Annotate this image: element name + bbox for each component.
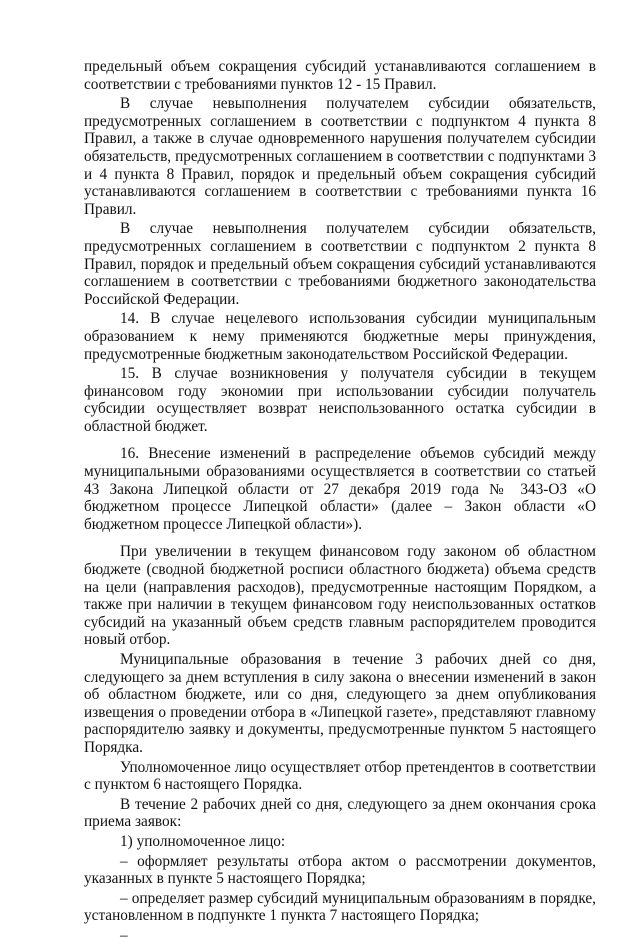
- paragraph-municipal-application: Муниципальные образования в течение 3 рабочих дней со дня, следующего за днем вступления в силу закона о внесении изменений в закон об областном бюджете, или со дня, следующего за днем опубликования извещения о проведении отбора в «Липецкой газете», представляют главному распорядителю заявку и документы, предусмотренные пунктом 5 настоящего Порядка.: [84, 651, 596, 756]
- list-item-subsidy-size: – определяет размер субсидий муниципальным образованиям в порядке, установленном в подпункте 1 пункта 7 настоящего Порядка;: [84, 889, 596, 925]
- paragraph-two-days: В течение 2 рабочих дней со дня, следующего за днем окончания срока приема заявок:: [84, 795, 596, 831]
- document-page: [84, 58, 596, 947]
- paragraph-subsidy-obligations-2: В случае невыполнения получателем субсидии обязательств, предусмотренных соглашением в соответствии с подпунктом 2 пункта 8 Правил, порядок и предельный объем сокращения субсидий устанавливаются соглашением в соответствии с требованиями бюджетного законодательства Российской Федерации.: [84, 220, 596, 308]
- paragraph-new-selection: При увеличении в текущем финансовом году законом об областном бюджете (сводной бюджетной росписи областного бюджета) объема средств на цели (направления расходов), предусмотренные настоящим Порядком, а также при наличии в текущем финансовом году неиспользованных остатков субсидий на указанный объем средств главным распорядителем проводится новый отбор.: [84, 543, 596, 649]
- paragraph-subsidy-obligations-4: В случае невыполнения получателем субсидии обязательств, предусмотренных соглашением в соответствии с подпунктом 4 пункта 8 Правил, а также в случае одновременного нарушения получателем субсидии обязательств, предусмотренных соглашением в соответствии с подпунктами 3 и 4 пункта 8 Правил, порядок и предельный объем сокращения субсидий устанавливаются соглашением в соответствии с требованиями пункта 16 Правил.: [84, 95, 596, 218]
- list-item-act-results: – оформляет результаты отбора актом о рассмотрении документов, указанных в пункте 5 настоящего Порядка;: [84, 852, 596, 888]
- paragraph-15: 15. В случае возникновения у получателя субсидии в текущем финансовом году экономии при использовании субсидии получатель субсидии осуществляет возврат неиспользованного остатка субсидии в областной бюджет.: [84, 365, 596, 435]
- paragraph-16: 16. Внесение изменений в распределение объемов субсидий между муниципальными образованиями осуществляется в соответствии со статьей 43 Закона Липецкой области от 27 декабря 2019 года № 343-ОЗ «О бюджетном процессе Липецкой области» (далее – Закон области «О бюджетном процессе Липецкой области»).: [84, 445, 596, 533]
- paragraph-14: 14. В случае нецелевого использования субсидии муниципальным образованием к нему применяются бюджетные меры принуждения, предусмотренные бюджетным законодательством Российской Федерации.: [84, 310, 596, 363]
- list-item-authorized-person: 1) уполномоченное лицо:: [120, 832, 286, 850]
- paragraph-continuation: предельный объем сокращения субсидий устанавливаются соглашением в соответствии с требованиями пунктов 12 - 15 Правил.: [84, 58, 596, 93]
- list-item-dash: –: [120, 926, 128, 944]
- paragraph-authorized-person: Уполномоченное лицо осуществляет отбор претендентов в соответствии с пунктом 6 настоящего Порядка.: [84, 758, 596, 794]
